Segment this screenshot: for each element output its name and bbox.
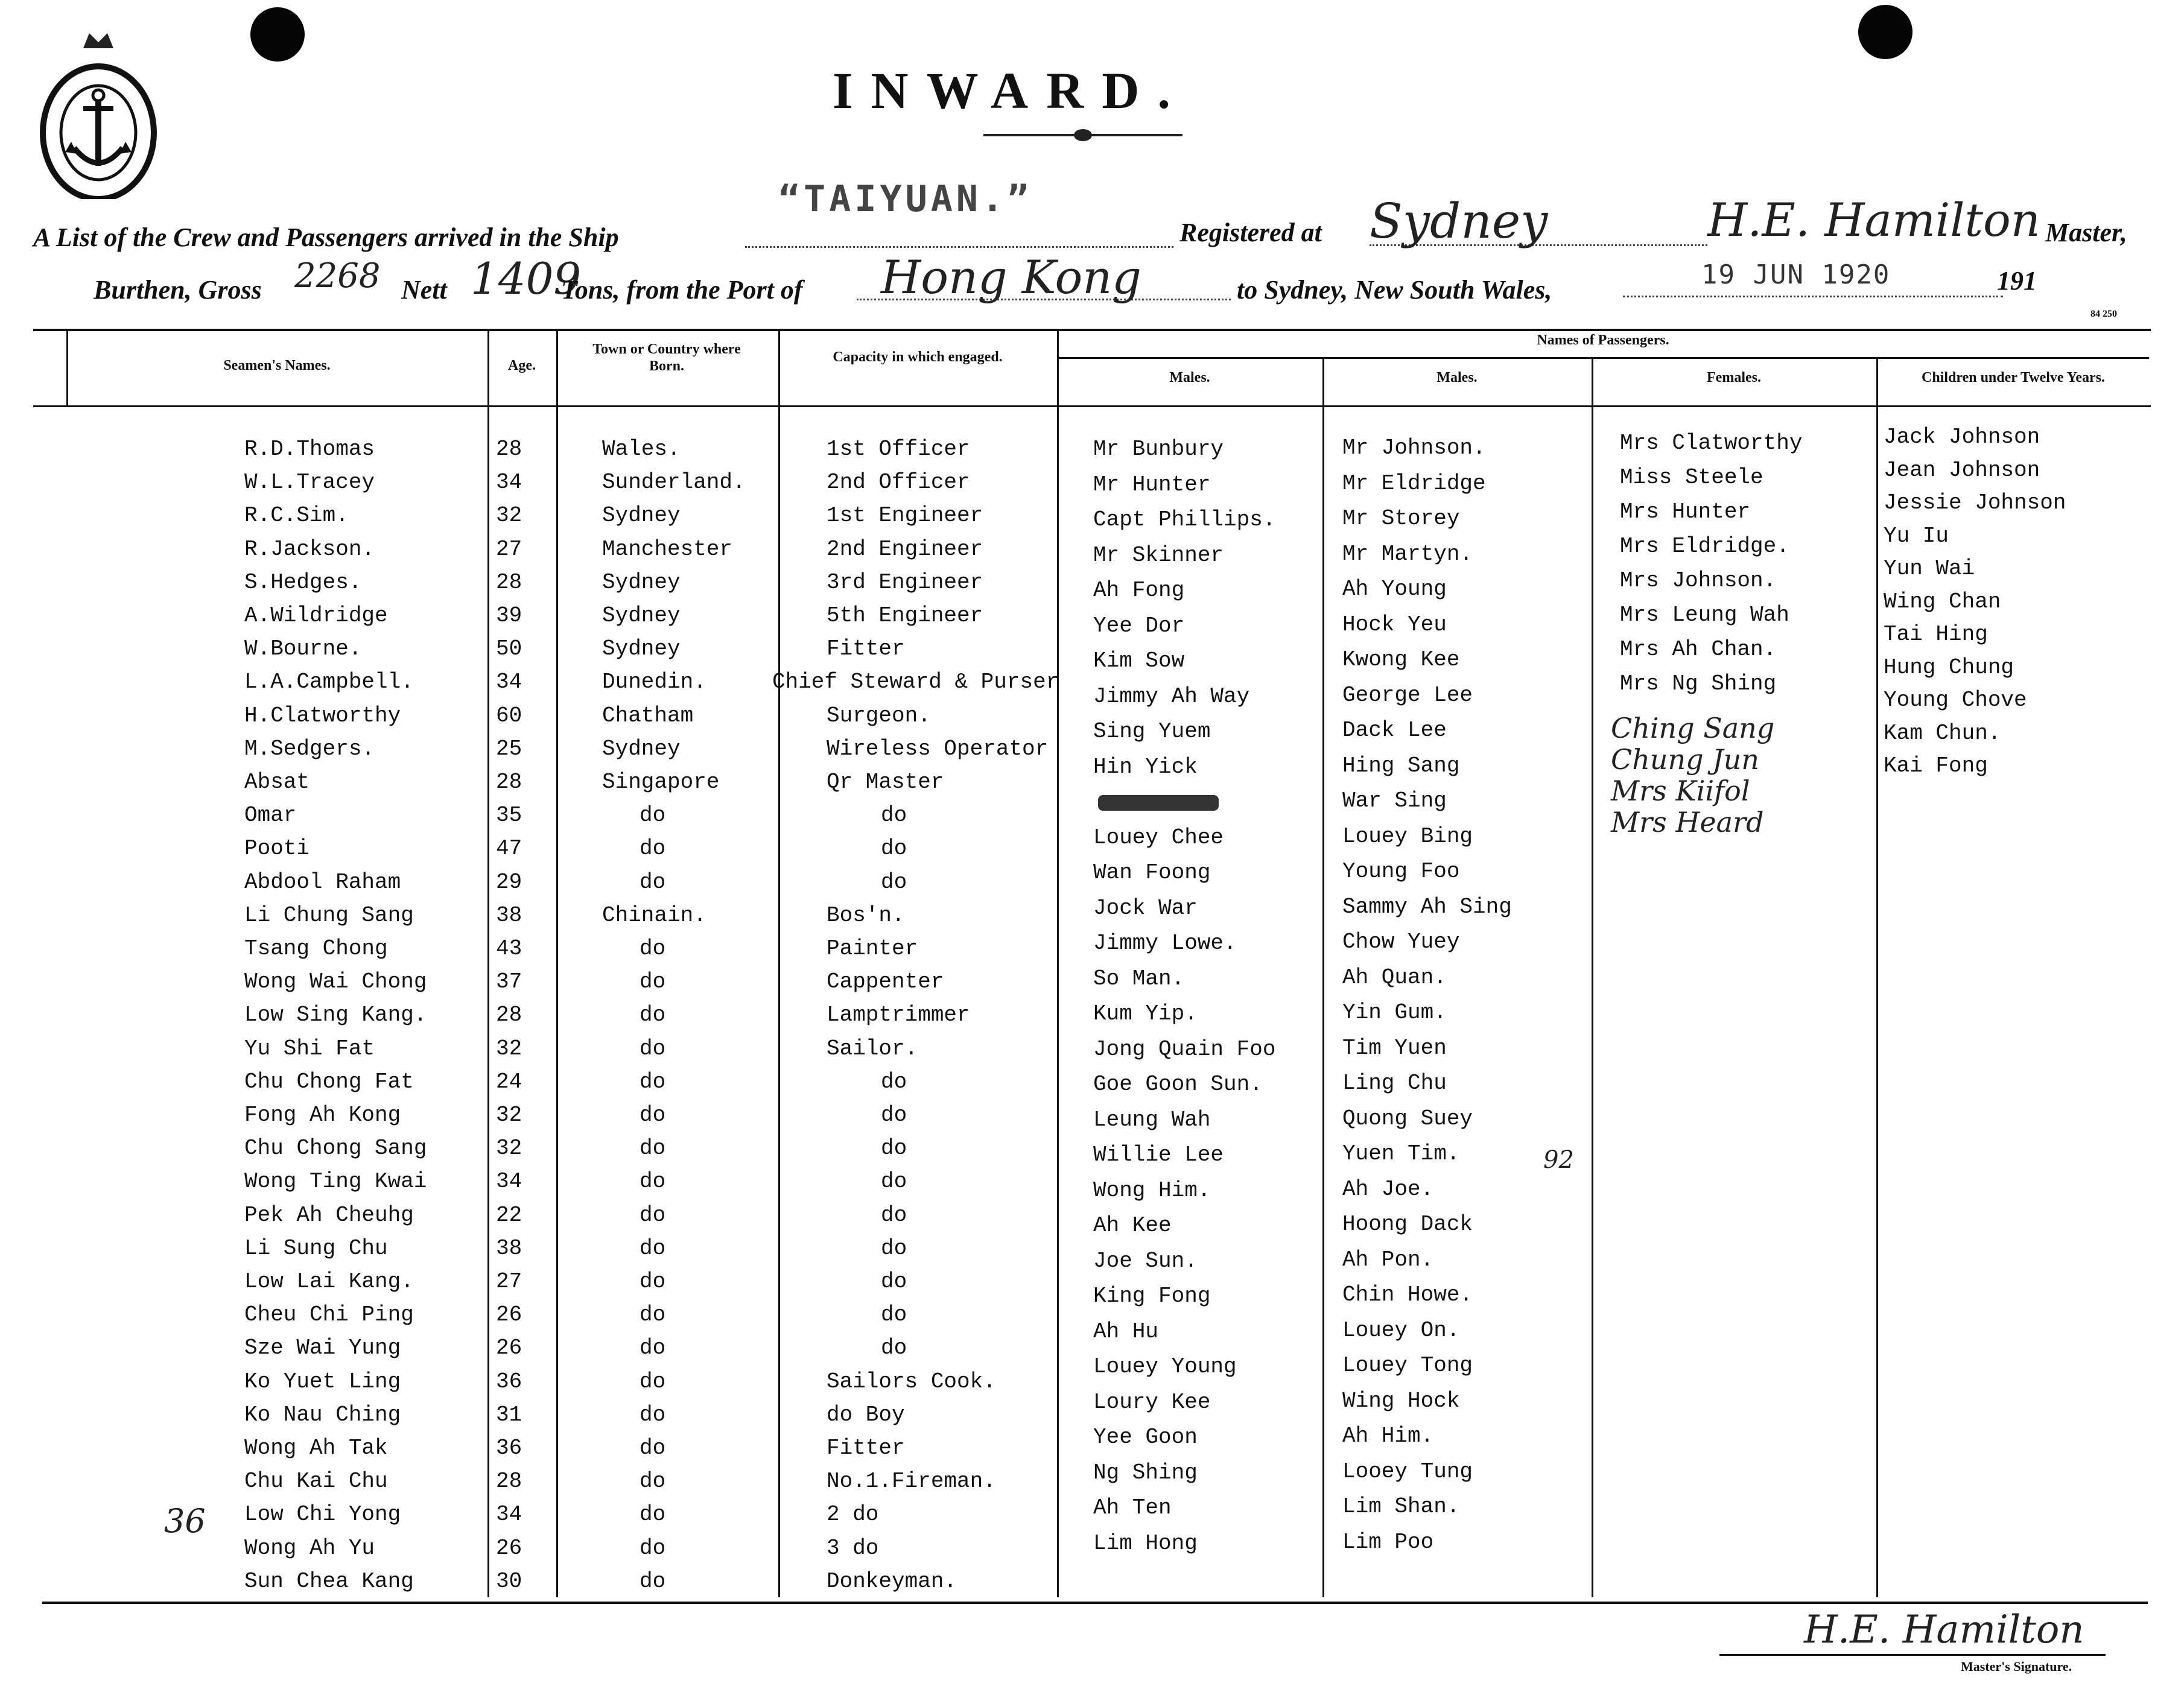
crew-capacity: do [881, 1169, 907, 1194]
male-passenger: Sammy Ah Sing [1342, 895, 1512, 919]
crew-born: Sunderland. [602, 470, 746, 495]
col-header-males-2: Males. [1436, 370, 1478, 385]
crew-born: do [640, 1036, 666, 1061]
crew-age: 32 [496, 503, 522, 528]
crew-born: do [640, 1336, 666, 1360]
master-signature: H.E. Hamilton [1804, 1608, 2084, 1652]
crew-age: 26 [496, 1536, 522, 1561]
crew-born: do [640, 1469, 666, 1494]
crew-age: 50 [496, 636, 522, 661]
crew-age: 60 [496, 703, 522, 728]
crew-capacity: 5th Engineer [827, 603, 983, 628]
crew-capacity: 2nd Engineer [827, 537, 983, 562]
crew-name: H.Clatworthy [244, 703, 401, 728]
shipping-department-seal [35, 18, 162, 199]
crew-name: W.Bourne. [244, 636, 362, 661]
col-rule-1 [487, 331, 489, 1597]
male-passenger: Quong Suey [1342, 1106, 1473, 1131]
margin-note-count: 36 [164, 1502, 206, 1540]
male-passenger: Ah Ten [1093, 1495, 1172, 1520]
child-passenger: Kai Fong [1884, 753, 1988, 778]
crew-name: Ko Nau Ching [244, 1402, 401, 1427]
child-passenger: Yu Iu [1884, 524, 1949, 548]
crew-born: Manchester [602, 537, 733, 562]
crew-capacity: Sailor. [827, 1036, 918, 1061]
crew-capacity: 3 do [827, 1536, 879, 1561]
crew-born: do [640, 1502, 666, 1527]
crew-name: A.Wildridge [244, 603, 388, 628]
crew-capacity: 2 do [827, 1502, 879, 1527]
crew-name: Sze Wai Yung [244, 1336, 401, 1360]
crew-capacity: Painter [827, 936, 918, 961]
male-passenger: Ling Chu [1342, 1071, 1447, 1095]
signature-line [1719, 1654, 2106, 1656]
col-header-males: Males. [1169, 370, 1210, 385]
male-passenger: Louey Chee [1093, 825, 1224, 850]
male-passenger: Lim Hong [1093, 1531, 1198, 1556]
male-passenger: Hock Yeu [1342, 612, 1447, 637]
crew-age: 36 [496, 1436, 522, 1460]
crew-born: Sydney [602, 503, 681, 528]
crew-capacity: do [881, 1069, 907, 1094]
crew-age: 34 [496, 670, 522, 694]
male-passenger: Wing Hock [1342, 1389, 1460, 1413]
child-passenger: Yun Wai [1884, 556, 1975, 581]
male-passenger: Jong Quain Foo [1093, 1037, 1276, 1062]
crew-born: do [640, 1069, 666, 1094]
table-top-rule [33, 329, 2151, 331]
crew-age: 32 [496, 1136, 522, 1161]
crew-age: 34 [496, 1169, 522, 1194]
male-passenger: So Man. [1093, 966, 1185, 991]
crew-born: do [640, 870, 666, 895]
gross-tons: 2268 [294, 256, 381, 296]
col-header-children: Children under Twelve Years. [1921, 370, 2106, 385]
crew-age: 38 [496, 1236, 522, 1261]
crew-born: do [640, 1302, 666, 1327]
ship-name-dots [745, 246, 1173, 248]
male-passenger: Ah Young [1342, 577, 1447, 601]
male-passenger: Yee Dor [1093, 613, 1185, 638]
col-header-capacity: Capacity in which engaged. [833, 349, 1003, 365]
crew-capacity: do [881, 1302, 907, 1327]
crew-capacity: do [881, 870, 907, 895]
crew-name: W.L.Tracey [244, 470, 375, 495]
crew-age: 34 [496, 1502, 522, 1527]
child-passenger: Jean Johnson [1884, 458, 2040, 483]
crew-name: Chu Chong Sang [244, 1136, 427, 1161]
male-passenger: Louey On. [1342, 1318, 1460, 1343]
col-rule-5 [1322, 357, 1324, 1597]
crew-name: Wong Ah Tak [244, 1436, 388, 1460]
table-bottom-rule [42, 1602, 2148, 1604]
crew-born: do [640, 969, 666, 994]
crew-name: Ko Yuet Ling [244, 1369, 401, 1394]
signature-caption: Master's Signature. [1961, 1659, 2072, 1674]
male-passenger: Ah Joe. [1342, 1177, 1434, 1202]
crew-name: Sun Chea Kang [244, 1569, 414, 1594]
crew-capacity: Fitter [827, 1436, 905, 1460]
male-passenger: Louey Bing [1342, 824, 1473, 849]
female-passenger-handwritten: Chung Jun [1611, 743, 1759, 776]
male-passenger: Yin Gum. [1342, 1000, 1447, 1025]
crew-capacity: do [881, 1336, 907, 1360]
crew-born: do [640, 1402, 666, 1427]
male-passenger: Kum Yip. [1093, 1001, 1198, 1026]
crew-capacity: do [881, 1236, 907, 1261]
male-passenger: Hoong Dack [1342, 1212, 1473, 1237]
crew-name: S.Hedges. [244, 570, 362, 595]
date-dots [1623, 296, 2003, 297]
crew-age: 39 [496, 603, 522, 628]
crew-born: Sydney [602, 636, 681, 661]
child-passenger: Wing Chan [1884, 589, 2001, 614]
crew-age: 34 [496, 470, 522, 495]
female-passenger: Mrs Ah Chan. [1620, 637, 1777, 662]
col-header-passengers: Names of Passengers. [1537, 332, 1669, 348]
male-passenger: Ah Pon. [1342, 1247, 1434, 1272]
crew-name: Low Sing Kang. [244, 1003, 427, 1027]
male-passenger: Kim Sow [1093, 648, 1185, 673]
col-rule-7 [1876, 357, 1878, 1597]
male-passenger: Goe Goon Sun. [1093, 1072, 1263, 1097]
title-underline [983, 134, 1182, 136]
table-header-rule [33, 405, 2151, 407]
crew-capacity: do [881, 836, 907, 861]
female-passenger: Mrs Eldridge. [1620, 534, 1789, 559]
male-passenger: Mr Johnson. [1342, 436, 1486, 460]
crew-born: Sydney [602, 570, 681, 595]
male-passenger: Kwong Kee [1342, 647, 1460, 672]
form-number: 84 250 [2090, 309, 2117, 319]
crew-born: do [640, 803, 666, 828]
male-passenger: Dack Lee [1342, 718, 1447, 743]
child-passenger: Hung Chung [1884, 655, 2014, 680]
crew-age: 38 [496, 903, 522, 928]
crew-name: Wong Wai Chong [244, 969, 427, 994]
male-passenger: Mr Eldridge [1342, 471, 1486, 496]
crew-born: do [640, 1203, 666, 1228]
child-passenger: Jessie Johnson [1884, 490, 2066, 515]
crew-name: Tsang Chong [244, 936, 388, 961]
male-passenger: Mr Bunbury [1093, 437, 1224, 461]
crew-name: Fong Ah Kong [244, 1103, 401, 1127]
col-header-born: Town or Country where Born. [592, 341, 741, 374]
crew-name: Wong Ting Kwai [244, 1169, 427, 1194]
header-line2-d: to Sydney, New South Wales, [1237, 275, 1552, 305]
crew-name: Low Chi Yong [244, 1502, 401, 1527]
crew-age: 26 [496, 1336, 522, 1360]
crew-capacity: Sailors Cook. [827, 1369, 996, 1394]
col-rule-4 [1057, 331, 1059, 1597]
crew-age: 28 [496, 437, 522, 461]
crew-capacity: do [881, 1269, 907, 1294]
crew-capacity: Donkeyman. [827, 1569, 957, 1594]
male-passenger: Wong Him. [1093, 1178, 1211, 1203]
male-passenger: Ah Him. [1342, 1424, 1434, 1448]
crew-age: 36 [496, 1369, 522, 1394]
col-header-seamen: Seamen's Names. [223, 358, 331, 373]
crew-capacity: 1st Engineer [827, 503, 983, 528]
male-passenger: Lim Poo [1342, 1530, 1434, 1554]
female-passenger: Mrs Hunter [1620, 499, 1751, 524]
crew-capacity: do [881, 1203, 907, 1228]
male-passenger: Yuen Tim. [1342, 1141, 1460, 1166]
crew-name: R.Jackson. [244, 537, 375, 562]
crew-born: do [640, 836, 666, 861]
crew-born: do [640, 1269, 666, 1294]
male-passenger: Ah Hu [1093, 1319, 1159, 1344]
crew-born: do [640, 1569, 666, 1594]
from-port: Hong Kong [881, 250, 1141, 304]
male-passenger: War Sing [1342, 788, 1447, 813]
male-passenger: Ah Fong [1093, 578, 1185, 603]
master-name: H.E. Hamilton [1707, 193, 2040, 247]
crew-age: 26 [496, 1302, 522, 1327]
crew-name: Pooti [244, 836, 310, 861]
crew-born: do [640, 1003, 666, 1027]
male-passenger: Loury Kee [1093, 1390, 1211, 1415]
crew-age: 28 [496, 1003, 522, 1027]
male-passenger: Ah Kee [1093, 1213, 1172, 1238]
crew-capacity: Bos'n. [827, 903, 905, 928]
male-passenger: Wan Foong [1093, 860, 1211, 885]
crew-age: 32 [496, 1036, 522, 1061]
crew-born: Sydney [602, 603, 681, 628]
crew-capacity: No.1.Fireman. [827, 1469, 996, 1494]
crew-capacity: Qr Master [827, 770, 944, 794]
crew-capacity: 2nd Officer [827, 470, 970, 495]
crew-born: do [640, 936, 666, 961]
crew-age: 22 [496, 1203, 522, 1228]
col-rule-6 [1592, 357, 1593, 1597]
crew-age: 28 [496, 570, 522, 595]
crew-capacity: do [881, 803, 907, 828]
crew-name: Wong Ah Yu [244, 1536, 375, 1561]
crew-born: Singapore [602, 770, 720, 794]
crew-age: 43 [496, 936, 522, 961]
crew-name: Abdool Raham [244, 870, 401, 895]
child-passenger: Tai Hing [1884, 622, 1988, 647]
crew-capacity: do [881, 1103, 907, 1127]
crew-capacity: 3rd Engineer [827, 570, 983, 595]
crew-age: 27 [496, 1269, 522, 1294]
crew-capacity: Wireless Operator [827, 737, 1049, 761]
male-passenger: Mr Hunter [1093, 472, 1211, 497]
scratched-out-entry [1098, 795, 1219, 811]
male-passenger: Yee Goon [1093, 1425, 1198, 1450]
crew-age: 37 [496, 969, 522, 994]
male-passenger: Chin Howe. [1342, 1282, 1473, 1307]
ship-name: “TAIYUAN.” [778, 178, 1033, 220]
crew-age: 32 [496, 1103, 522, 1127]
male-passenger: Lim Shan. [1342, 1494, 1460, 1519]
male-passenger: Looey Tung [1342, 1459, 1473, 1484]
crew-name: R.C.Sim. [244, 503, 349, 528]
header-line2-b: Nett [401, 275, 447, 305]
header-line1-a: A List of the Crew and Passengers arrived in the Ship [33, 223, 619, 252]
crew-name: Cheu Chi Ping [244, 1302, 414, 1327]
male-passenger: Sing Yuem [1093, 719, 1211, 744]
crew-name: Li Sung Chu [244, 1236, 388, 1261]
male-passenger: Chow Yuey [1342, 930, 1460, 954]
crew-age: 27 [496, 537, 522, 562]
crew-capacity: do Boy [827, 1402, 905, 1427]
crew-born: Dunedin. [602, 670, 706, 694]
male-passenger: Mr Storey [1342, 506, 1460, 531]
male-passenger: Tim Yuen [1342, 1036, 1447, 1060]
female-passenger: Mrs Leung Wah [1620, 603, 1789, 627]
crew-capacity: Cappenter [827, 969, 944, 994]
female-passenger: Mrs Clatworthy [1620, 431, 1803, 455]
crew-age: 30 [496, 1569, 522, 1594]
male-passenger: Ng Shing [1093, 1460, 1198, 1485]
crew-age: 35 [496, 803, 522, 828]
child-passenger: Jack Johnson [1884, 425, 2040, 449]
crew-age: 29 [496, 870, 522, 895]
header-line1-c: Master, [2045, 218, 2127, 247]
crew-born: do [640, 1536, 666, 1561]
male-passenger: Joe Sun. [1093, 1249, 1198, 1273]
crew-born: do [640, 1436, 666, 1460]
male-passenger: Hin Yick [1093, 755, 1198, 779]
male-passenger: Louey Tong [1342, 1353, 1473, 1378]
col-rule-3 [778, 331, 780, 1597]
crew-age: 31 [496, 1402, 522, 1427]
crew-born: Chinain. [602, 903, 706, 928]
crew-capacity: Chief Steward & Purser [772, 670, 1059, 694]
date-stamp: 19 JUN 1920 [1701, 259, 1891, 290]
punch-hole-right [1858, 5, 1913, 59]
female-passenger-handwritten: Mrs Heard [1611, 806, 1764, 838]
crew-name: Pek Ah Cheuhg [244, 1203, 414, 1228]
crew-capacity: Lamptrimmer [827, 1003, 970, 1027]
nett-tons: 1409 [471, 253, 582, 304]
crew-name: Absat [244, 770, 310, 794]
female-passenger: Mrs Johnson. [1620, 568, 1777, 593]
crew-born: Sydney [602, 737, 681, 761]
crew-name: M.Sedgers. [244, 737, 375, 761]
crew-born: do [640, 1136, 666, 1161]
crew-name: L.A.Campbell. [244, 670, 414, 694]
male-passenger: Louey Young [1093, 1354, 1237, 1379]
document-title: INWARD. [833, 62, 1189, 119]
male-passenger: Mr Martyn. [1342, 542, 1473, 566]
punch-hole-left [250, 7, 305, 62]
male-passenger: Young Foo [1342, 859, 1460, 884]
year-printed: 191 [1997, 266, 2037, 296]
crew-age: 25 [496, 737, 522, 761]
col-rule-2 [556, 331, 558, 1597]
crew-name: Low Lai Kang. [244, 1269, 414, 1294]
col-header-females: Females. [1707, 370, 1761, 385]
header-line2-a: Burthen, Gross [94, 275, 262, 305]
male-passenger: Ah Quan. [1342, 965, 1447, 990]
female-passenger-handwritten: Ching Sang [1611, 712, 1775, 744]
crew-born: Wales. [602, 437, 681, 461]
margin-note-92: 92 [1543, 1146, 1574, 1174]
female-passenger-handwritten: Mrs Kiifol [1611, 775, 1750, 807]
crew-name: Yu Shi Fat [244, 1036, 375, 1061]
male-passenger: Capt Phillips. [1093, 507, 1276, 532]
crew-capacity: Fitter [827, 636, 905, 661]
female-passenger: Mrs Ng Shing [1620, 671, 1777, 696]
crew-capacity: Surgeon. [827, 703, 931, 728]
crew-capacity: 1st Officer [827, 437, 970, 461]
child-passenger: Kam Chun. [1884, 721, 2001, 746]
crew-age: 47 [496, 836, 522, 861]
male-passenger: Mr Skinner [1093, 543, 1224, 568]
male-passenger: Jimmy Lowe. [1093, 931, 1237, 955]
crew-born: Chatham [602, 703, 694, 728]
crew-capacity: do [881, 1136, 907, 1161]
crew-name: R.D.Thomas [244, 437, 375, 461]
crew-name: Omar [244, 803, 297, 828]
male-passenger: Jock War [1093, 896, 1198, 921]
male-passenger: George Lee [1342, 683, 1473, 708]
crew-born: do [640, 1103, 666, 1127]
crew-born: do [640, 1236, 666, 1261]
registered-port: Sydney [1370, 193, 1548, 249]
female-passenger: Miss Steele [1620, 465, 1763, 490]
crew-name: Li Chung Sang [244, 903, 414, 928]
crew-age: 24 [496, 1069, 522, 1094]
header-line2-c: Tons, from the Port of [561, 275, 803, 305]
male-passenger: Leung Wah [1093, 1108, 1211, 1132]
child-passenger: Young Chove [1884, 688, 2027, 712]
male-passenger: King Fong [1093, 1284, 1211, 1308]
passengers-subheader-rule [1057, 357, 2149, 359]
crew-name: Chu Chong Fat [244, 1069, 414, 1094]
crew-born: do [640, 1169, 666, 1194]
male-passenger: Willie Lee [1093, 1142, 1224, 1167]
col-header-age: Age. [508, 358, 536, 373]
crew-born: do [640, 1369, 666, 1394]
header-line1-b: Registered at [1179, 218, 1322, 247]
male-passenger: Jimmy Ah Way [1093, 684, 1250, 709]
crew-age: 28 [496, 1469, 522, 1494]
crew-name: Chu Kai Chu [244, 1469, 388, 1494]
male-passenger: Hing Sang [1342, 753, 1460, 778]
crew-age: 28 [496, 770, 522, 794]
